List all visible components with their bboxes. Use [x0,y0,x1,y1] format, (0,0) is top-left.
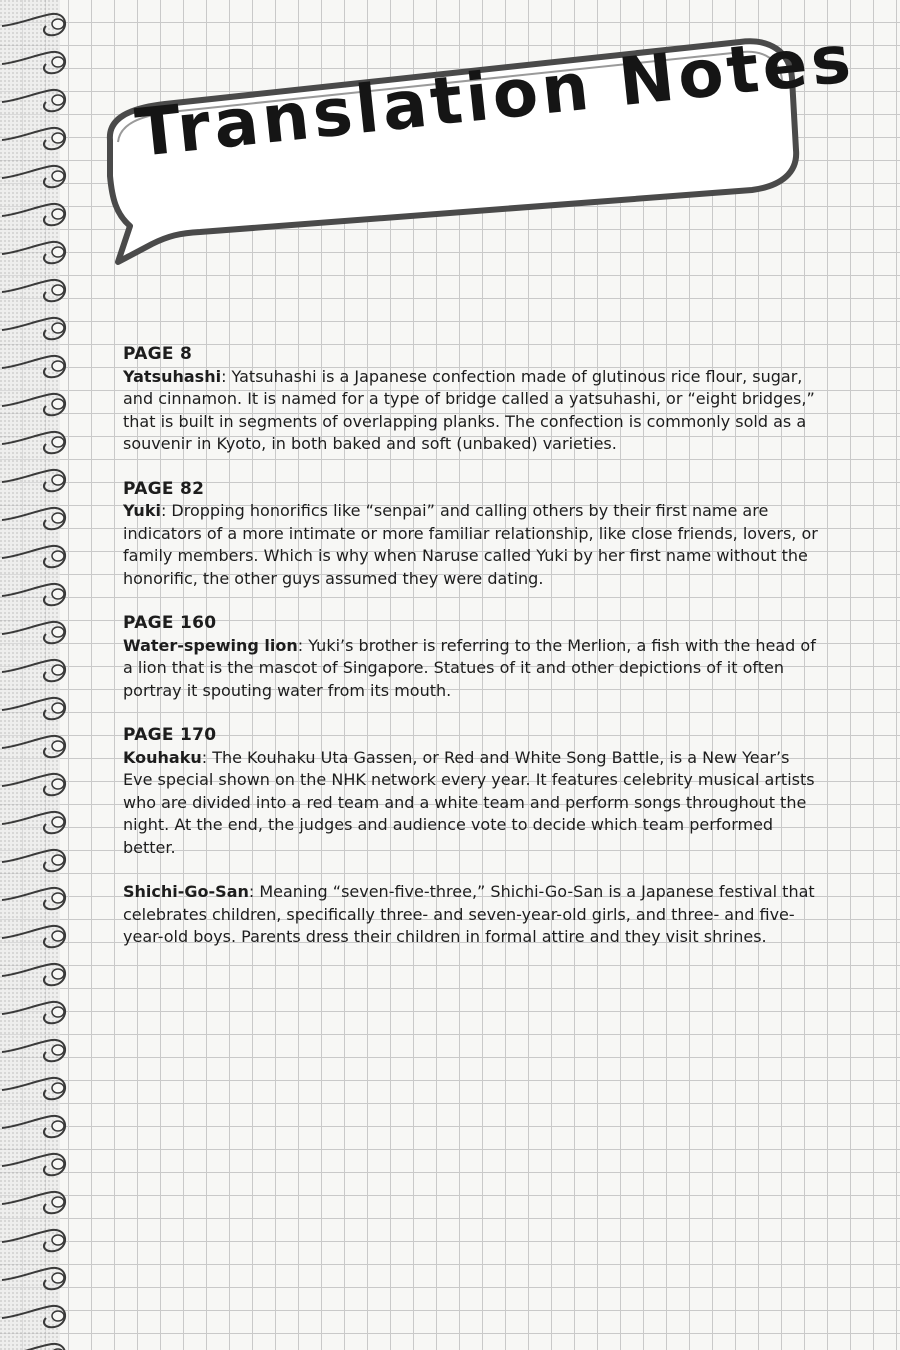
binding-hole [52,1235,64,1245]
binding-hole [52,399,64,409]
note-section [123,478,823,591]
note-entry [123,747,823,860]
page-label: PAGE 8 [123,344,193,364]
note-section [123,343,823,456]
note-section [123,724,823,949]
binding-hole [52,323,64,333]
binding-hole [52,779,64,789]
note-entry [123,881,823,949]
binding-hole [52,1273,64,1283]
binding-hole [52,741,64,751]
binding-hole [52,1007,64,1017]
note-body: : The Kouhaku Uta Gassen, or Red and White Song Battle, is a New Year’s Eve special shown on the NHK network every year. It features celebrity musical artists who are divided into a red team and a white team and perform songs throughout the night. At the end, the judges and audience vote to decide which team performed better. [123,747,815,857]
note-body: : Dropping honorifics like “senpai” and calling others by their first name are indicators of a more intimate or more familiar relationship, like close friends, lovers, or family members. Which is why when Naruse called Yuki by her first name without the honorific, the other guys assumed they were dating. [123,501,818,588]
binding-hole [52,361,64,371]
binding-hole [52,1159,64,1169]
binding-hole [52,665,64,675]
note-entry [123,366,823,456]
note-term: Yatsuhashi [123,366,222,386]
binding-hole [52,1121,64,1131]
note-body: : Meaning “seven-five-three,” Shichi-Go-San is a Japanese festival that celebrates children, specifically three- and seven-year-old girls, and three- and five-year-old boys. Parents dress their children in formal attire and they visit shrines. [123,882,815,946]
note-section [123,612,823,702]
note-term: Water-spewing lion [123,635,298,655]
binding-hole [52,513,64,523]
binding-hole [52,855,64,865]
binding-hole [52,589,64,599]
binding-hole [52,1045,64,1055]
translation-notes-list [123,343,823,971]
note-body: : Yuki’s brother is referring to the Merlion, a fish with the head of a lion that is the mascot of Singapore. Statues of it and other depictions of it often portray it spouting water from its mouth. [123,635,816,700]
note-term: Kouhaku [123,747,202,767]
note-term: Shichi-Go-San [123,882,249,901]
note-entry [123,635,823,703]
note-term: Yuki [123,501,161,520]
binding-hole [52,551,64,561]
binding-hole [52,475,64,485]
binding-hole [52,437,64,447]
binding-hole [52,817,64,827]
binding-hole [52,703,64,713]
binding-hole [52,1197,64,1207]
note-body: : Yatsuhashi is a Japanese confection made of glutinous rice flour, sugar, and cinnamon. It is named for a type of bridge called a yatsuhashi, or “eight bridges,” that is built in segments of overlapping planks. The confection is commonly sold as a souvenir in Kyoto, in both baked and soft (unbaked) varieties. [123,366,815,453]
binding-hole [52,627,64,637]
page-title: Translation Notes [131,19,858,172]
note-entry [123,500,823,590]
binding-hole [52,1311,64,1321]
binding-hole [52,893,64,903]
page-label: PAGE 170 [123,725,217,745]
page-label: PAGE 82 [123,478,205,499]
binding-hole [52,1083,64,1093]
binding-hole [52,931,64,941]
page-label: PAGE 160 [123,613,217,633]
binding-hole [52,969,64,979]
